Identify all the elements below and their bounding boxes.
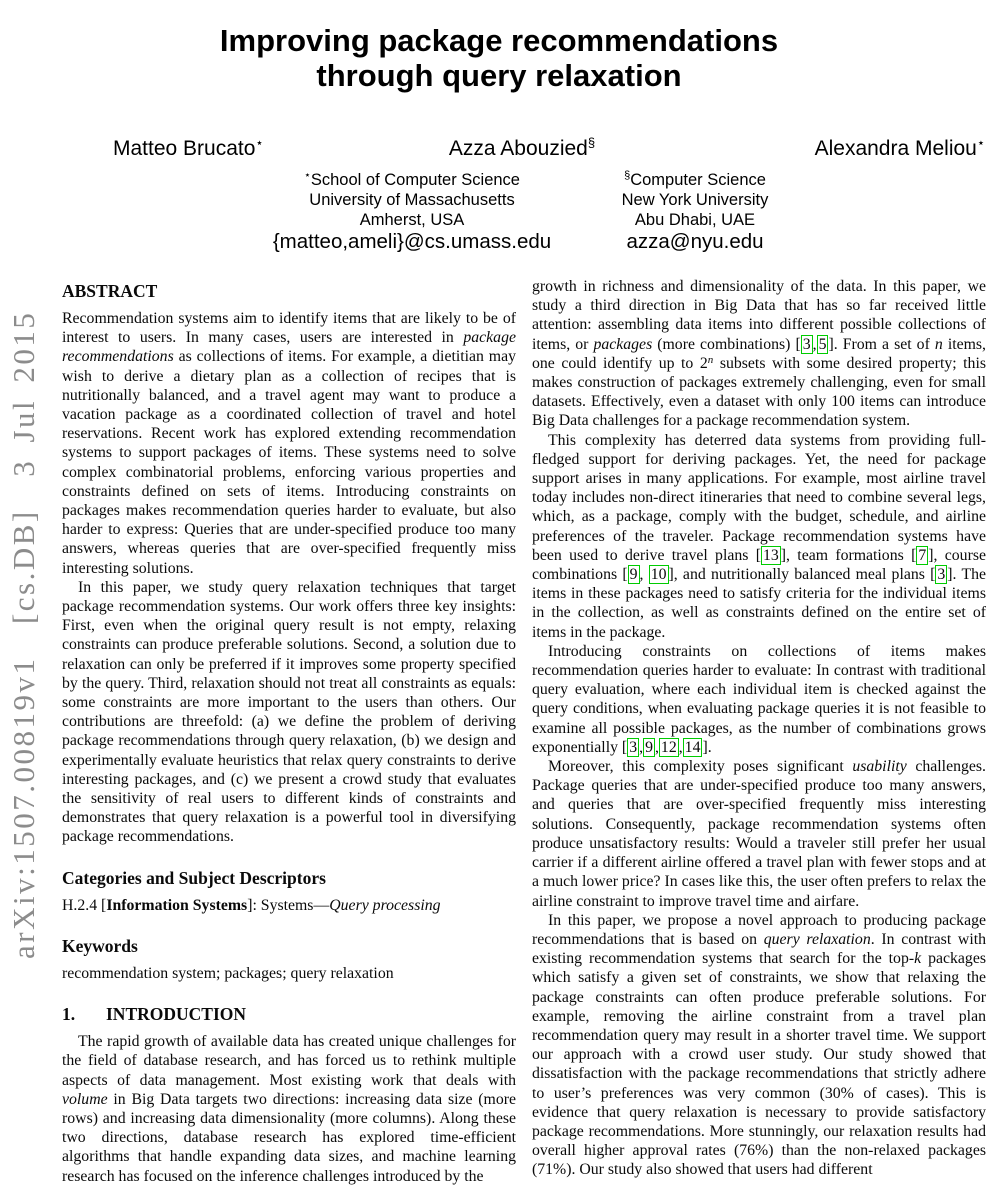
paper-title-line2: through query relaxation xyxy=(316,57,682,93)
author-affiliation-marker: ⋆ xyxy=(255,135,264,150)
author-name: Azza Abouzied xyxy=(448,137,588,160)
text-run: Query processing xyxy=(329,896,441,914)
text-run: , xyxy=(678,738,683,756)
citation-link[interactable]: 9 xyxy=(629,566,638,584)
section-heading xyxy=(62,281,516,301)
email-umass[interactable]: {matteo,ameli}@cs.umass.edu xyxy=(272,230,552,253)
citation-link[interactable]: 14 xyxy=(684,738,701,756)
author-affiliation-marker: § xyxy=(587,135,596,150)
text-run: Recommendation systems aim to identify items that are likely to be of interest to users. In many cases, users are interested in xyxy=(62,310,516,347)
text-run: items, one could identify up to 2 xyxy=(532,335,987,372)
paragraph xyxy=(62,896,516,915)
two-column-body xyxy=(62,277,986,1186)
text-run: growth in richness and dimensionality of the data. In this paper, we study a third direction in Big Data that has so far received little attention: assembling data items into different possible collections of items, or xyxy=(532,278,986,353)
text-run: In this paper, we propose a novel approach to producing package recommendations that is based on xyxy=(532,911,986,948)
text-run: subsets with some desired property; this makes construction of packages extremely challenging, even for small datasets. Effectively, even a dataset with only 100 items can introduce Big Data challenges for a package recommendation system. xyxy=(532,354,986,430)
text-run: The rapid growth of available data has created unique challenges for the field of database research, and has forced us to rethink multiple aspects of data management. Most existing work that deals with xyxy=(62,1033,516,1089)
author-name: Alexandra Meliou xyxy=(814,137,977,160)
text-run: ]: Systems— xyxy=(247,896,330,914)
affiliation-line xyxy=(622,170,769,190)
affiliation-marker: ⋆ xyxy=(303,169,311,182)
citation-link[interactable]: 12 xyxy=(660,738,677,756)
paragraph xyxy=(532,277,986,431)
text-run: Moreover, this complexity poses significant xyxy=(548,758,853,776)
section-title: Categories and Subject Descriptors xyxy=(62,867,326,888)
text-run: recommendation system; packages; query relaxation xyxy=(62,964,394,982)
paragraph xyxy=(532,757,986,911)
affiliation-line: University of Massachusetts xyxy=(309,191,515,209)
author-name: Matteo Brucato xyxy=(113,137,256,160)
citation-link[interactable]: 3 xyxy=(937,566,946,584)
paragraph xyxy=(62,309,516,578)
paragraph xyxy=(62,1032,516,1186)
paragraph xyxy=(62,578,516,847)
affiliation-line: Amherst, USA xyxy=(359,211,465,229)
paragraph xyxy=(62,964,516,983)
author-affiliation-marker: ⋆ xyxy=(976,135,985,150)
citation-link[interactable]: 9 xyxy=(645,738,653,756)
paper-title-line1: Improving package recommendations xyxy=(219,22,779,58)
email-nyu[interactable]: azza@nyu.edu xyxy=(626,230,764,253)
affiliation-line: Abu Dhabi, UAE xyxy=(634,211,756,229)
affiliation-line xyxy=(273,170,551,190)
paragraph xyxy=(532,911,986,1180)
affiliation-marker: § xyxy=(624,169,631,182)
affiliation-nyu xyxy=(622,170,769,252)
paper-title xyxy=(0,23,998,93)
section-heading xyxy=(62,936,516,956)
section-title: ABSTRACT xyxy=(62,281,158,301)
text-run: ], and nutritionally balanced meal plans [ xyxy=(668,566,936,584)
citation-link[interactable]: 7 xyxy=(918,546,927,564)
text-run: , xyxy=(639,566,649,584)
citation-link[interactable]: 3 xyxy=(629,738,638,756)
section-title: Keywords xyxy=(62,935,138,956)
text-run: challenges. Package queries that are under-specified produce too many answers, and queries that are over-specified frequently miss interesting solutions. Consequently, package recommendation systems often produce unsatisfactory results: Would a traveler still prefer her usual carrier if a different airline offered a travel plan with fewer stops and at a much lower price? In cases like this, the user often prefers to relax the airline constraint to improve travel time and airfare. xyxy=(532,758,986,910)
text-run: ], course combinations [ xyxy=(532,546,987,584)
section-heading xyxy=(62,1004,516,1024)
paragraph xyxy=(532,431,986,642)
text-run: query relaxation xyxy=(763,930,871,948)
section-number: 1. xyxy=(62,1004,76,1025)
paper-header xyxy=(0,0,998,277)
author-azza-abouzied xyxy=(449,137,595,161)
text-run: n xyxy=(707,353,714,366)
affiliation-umass xyxy=(273,170,551,252)
text-run: ]. From a set of xyxy=(828,335,935,353)
section-title: INTRODUCTION xyxy=(106,1004,247,1025)
author-matteo-brucato xyxy=(113,137,264,161)
text-run: (more combinations) [ xyxy=(652,335,801,353)
text-run: usability xyxy=(852,758,907,776)
text-run: ], team formations [ xyxy=(780,546,917,564)
text-run: ]. xyxy=(702,738,712,756)
text-run: This complexity has deterred data systems from providing full-fledged support for deriving packages. Yet, the need for package support arises in many applications. For example, most airline travel today includes non-direct itineraries that need to combine several legs, which, as a package, comply with the budget, schedule, and airline preferences of the traveler. Package recommendation systems have been used to derive travel plans [ xyxy=(532,431,986,564)
text-run: . In contrast with existing recommendation systems that search for the top- xyxy=(532,930,986,968)
paragraph xyxy=(532,642,986,757)
author-alexandra-meliou xyxy=(815,137,985,161)
left-column xyxy=(62,277,516,1186)
text-run: packages xyxy=(593,335,653,353)
section-heading xyxy=(62,868,516,888)
text-run: in Big Data targets two directions: increasing data size (more rows) and increasing data dimensionality (more columns). Along these two directions, database research has explored time-efficient algorithms that handle expanding data sizes, and machine learning research has focused on the inference challenges introduced by the xyxy=(62,1090,516,1185)
text-run: n xyxy=(934,335,943,353)
affiliation-dept: Computer Science xyxy=(630,171,766,189)
citation-link[interactable]: 5 xyxy=(818,335,827,353)
text-run: ]. The items in these packages need to satisfy criteria for the individual items in the collection, as well as constraints defined on the entire set of items in the package. xyxy=(532,566,987,641)
arxiv-stamp: arXiv:1507.00819v1 [cs.DB] 3 Jul 2015 xyxy=(6,310,41,959)
text-run: H.2.4 [ xyxy=(62,896,107,914)
text-run: package recommendations xyxy=(62,329,516,366)
right-column xyxy=(532,277,986,1186)
citation-link[interactable]: 10 xyxy=(650,566,667,584)
text-run: k xyxy=(914,950,922,968)
text-run: Introducing constraints on collections of items makes recommendation queries harder to evaluate: In contrast with traditional query evaluation, where each individual item is checked against the query conditions, when evaluating package queries it is not feasible to examine all possible packages, as the number of combinations grows exponentially [ xyxy=(532,642,986,756)
citation-link[interactable]: 13 xyxy=(762,546,779,564)
text-run: packages which satisfy a given set of constraints, we show that relaxing the package constraints can often produce preferable solutions. For example, removing the airline constraint from a travel plan recommendation query may result in a shorter travel time. We support our approach with a crowd user study. Our study showed that dissatisfaction with the package recommendations that strictly adhere to user’s preferences was very common (30% of cases). This is evidence that query relaxation is necessary to provide satisfactory package recommendations. More stunningly, our relaxation results had overall higher approval rates (76%) than the non-relaxed packages (71%). Our study also showed that users had different xyxy=(532,950,986,1179)
affiliation-line: New York University xyxy=(621,191,769,209)
text-run: In this paper, we study query relaxation techniques that target package recommendation systems. Our work offers three key insights: First, even when the original query result is not empty, relaxing constraints can produce preferable solutions. Second, a solution due to relaxation can only be preferred if it improves some property specified by the query. Third, relaxation should not treat all constraints as equals: some constraints are more important to the users than others. Our contributions are threefold: (a) we define the problem of deriving package recommendations through query relaxation, (b) we design and experimentally evaluate heuristics that relax query constraints to derive interesting packages, and (c) we present a crowd study that evaluates the sensitivity of real users to different kinds of constraints and demonstrates that query relaxation is a powerful tool in diversifying package recommendations. xyxy=(62,578,516,846)
text-run: as collections of items. For example, a dietitian may wish to derive a dietary plan as a collection of recipes that is nutritionally balanced, and a travel agent may want to produce a vacation package as a coordinated collection of travel and hotel reservations. Recent work has explored extending recommendation systems to support packages of items. These systems need to solve complex combinatorial problems, enforcing various properties and constraints defined on sets of items. Introducing constraints on packages makes recommendation queries harder to evaluate, but also harder to express: Queries that are under-specified produce too many answers, whereas queries that are over-specified frequently miss interesting solutions. xyxy=(62,348,516,577)
text-run: , xyxy=(639,738,644,756)
text-run: , xyxy=(654,738,659,756)
text-run: , xyxy=(812,335,817,353)
affiliation-dept: School of Computer Science xyxy=(310,171,520,189)
text-run: volume xyxy=(62,1090,108,1108)
citation-link[interactable]: 3 xyxy=(802,335,811,353)
text-run: Information Systems xyxy=(106,896,248,914)
